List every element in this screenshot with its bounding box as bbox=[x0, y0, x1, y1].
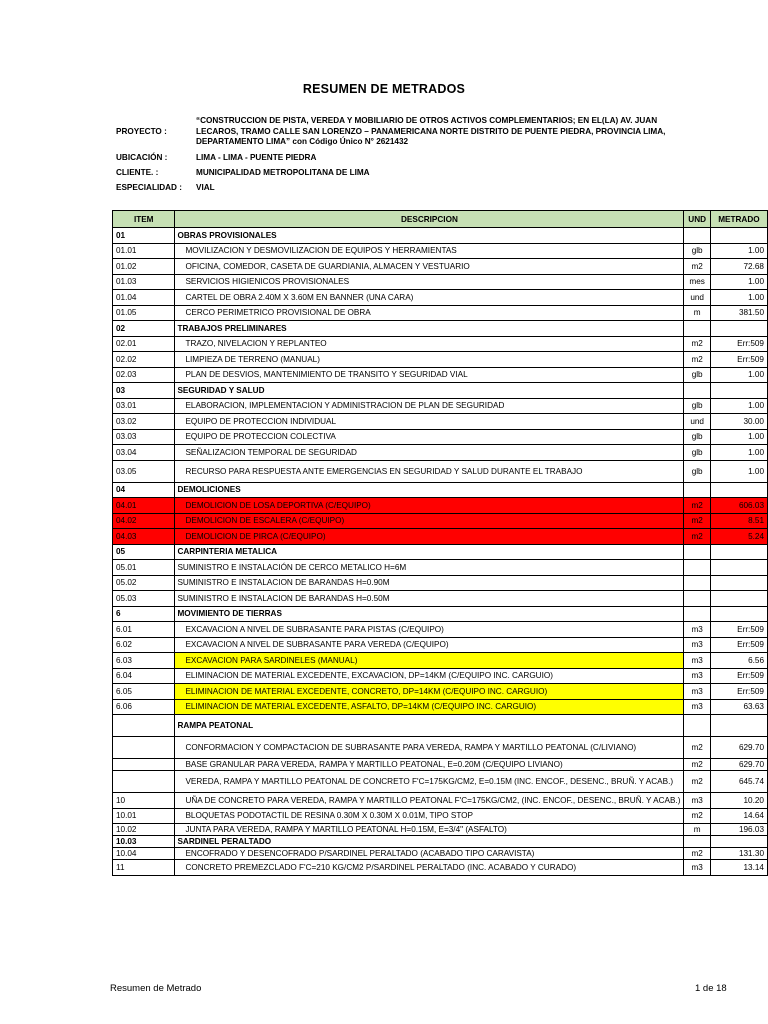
cell-und: m2 bbox=[684, 529, 710, 545]
cell-item: 04 bbox=[113, 482, 175, 498]
cell-metrado: 1.00 bbox=[710, 367, 767, 383]
cell-metrado: Err:509 bbox=[710, 622, 767, 638]
cell-metrado: 1.00 bbox=[710, 429, 767, 445]
cell-und bbox=[684, 715, 710, 737]
cell-descripcion: ELABORACION, IMPLEMENTACION Y ADMINISTRACION DE PLAN DE SEGURIDAD bbox=[175, 398, 684, 414]
table-row bbox=[113, 529, 768, 545]
table-header-row bbox=[113, 211, 768, 228]
cell-descripcion: DEMOLICIONES bbox=[175, 482, 684, 498]
cell-und: m3 bbox=[684, 637, 710, 653]
cell-metrado: 196.03 bbox=[710, 824, 767, 836]
cell-metrado: 645.74 bbox=[710, 771, 767, 793]
cell-metrado: 1.00 bbox=[710, 243, 767, 259]
cell-descripcion: LIMPIEZA DE TERRENO (MANUAL) bbox=[175, 352, 684, 368]
table-row bbox=[113, 290, 768, 306]
cell-metrado: Err:509 bbox=[710, 352, 767, 368]
cell-und bbox=[684, 321, 710, 337]
cell-descripcion: OFICINA, COMEDOR, CASETA DE GUARDIANIA, ALMACEN Y VESTUARIO bbox=[175, 259, 684, 275]
cell-item: 05.03 bbox=[113, 591, 175, 607]
footer-page-number: 1 de 18 bbox=[695, 983, 727, 994]
cell-item: 02.01 bbox=[113, 336, 175, 352]
cell-descripcion: ELIMINACION DE MATERIAL EXCEDENTE, ASFALTO, DP=14KM (C/EQUIPO INC. CARGUIO) bbox=[175, 699, 684, 715]
cell-descripcion: JUNTA PARA VEREDA, RAMPA Y MARTILLO PEATONAL H=0.15M, E=3/4" (ASFALTO) bbox=[175, 824, 684, 836]
cell-item: 03.03 bbox=[113, 429, 175, 445]
table-row bbox=[113, 637, 768, 653]
ubicacion-label: UBICACIÓN : bbox=[116, 153, 168, 162]
table-row bbox=[113, 622, 768, 638]
cell-metrado bbox=[710, 383, 767, 399]
proyecto-label: PROYECTO : bbox=[116, 127, 167, 136]
cell-metrado: 629.70 bbox=[710, 737, 767, 759]
especialidad-value: VIAL bbox=[196, 183, 215, 192]
table-row bbox=[113, 860, 768, 876]
cell-metrado: 14.64 bbox=[710, 808, 767, 824]
cell-metrado: 131.30 bbox=[710, 848, 767, 860]
cell-metrado: 629.70 bbox=[710, 759, 767, 771]
cell-descripcion: PLAN DE DESVIOS, MANTENIMIENTO DE TRANSITO Y SEGURIDAD VIAL bbox=[175, 367, 684, 383]
cell-item: 04.02 bbox=[113, 513, 175, 529]
cell-descripcion: EXCAVACION A NIVEL DE SUBRASANTE PARA VEREDA (C/EQUIPO) bbox=[175, 637, 684, 653]
table-row bbox=[113, 259, 768, 275]
cell-item: 02.03 bbox=[113, 367, 175, 383]
cell-descripcion: EQUIPO DE PROTECCION INDIVIDUAL bbox=[175, 414, 684, 430]
cell-item: 04.03 bbox=[113, 529, 175, 545]
cell-item: 03.01 bbox=[113, 398, 175, 414]
cell-und: m2 bbox=[684, 498, 710, 514]
cell-item: 10.04 bbox=[113, 848, 175, 860]
table-row bbox=[113, 737, 768, 759]
cell-und bbox=[684, 544, 710, 560]
cell-und: m3 bbox=[684, 793, 710, 809]
cell-und: m3 bbox=[684, 653, 710, 669]
cell-und bbox=[684, 560, 710, 576]
cell-descripcion: MOVIMIENTO DE TIERRAS bbox=[175, 606, 684, 622]
cell-item: 05 bbox=[113, 544, 175, 560]
table-row bbox=[113, 429, 768, 445]
ubicacion-value: LIMA - LIMA - PUENTE PIEDRA bbox=[196, 153, 317, 162]
cell-descripcion: UÑA DE CONCRETO PARA VEREDA, RAMPA Y MARTILLO PEATONAL F'C=175KG/CM2, (INC. ENCOF., DESENC., BRUÑ. Y ACAB.) bbox=[175, 793, 684, 809]
table-row bbox=[113, 544, 768, 560]
col-header-item: ITEM bbox=[113, 211, 175, 228]
footer-document-name: Resumen de Metrado bbox=[110, 983, 202, 994]
cell-metrado: 8.51 bbox=[710, 513, 767, 529]
table-row bbox=[113, 793, 768, 809]
cell-metrado bbox=[710, 482, 767, 498]
cell-und: m3 bbox=[684, 860, 710, 876]
cell-descripcion: DEMOLICION DE PIRCA (C/EQUIPO) bbox=[175, 529, 684, 545]
cell-item: 03.04 bbox=[113, 445, 175, 461]
cell-item: 10.01 bbox=[113, 808, 175, 824]
cell-metrado: 72.68 bbox=[710, 259, 767, 275]
cell-metrado: 6.56 bbox=[710, 653, 767, 669]
cell-descripcion: SEGURIDAD Y SALUD bbox=[175, 383, 684, 399]
table-body bbox=[113, 228, 768, 876]
cell-und bbox=[684, 836, 710, 848]
table-row bbox=[113, 668, 768, 684]
cell-metrado bbox=[710, 836, 767, 848]
cell-item: 05.01 bbox=[113, 560, 175, 576]
cell-und bbox=[684, 591, 710, 607]
cell-und: glb bbox=[684, 460, 710, 482]
cell-descripcion: SARDINEL PERALTADO bbox=[175, 836, 684, 848]
cell-und: m2 bbox=[684, 259, 710, 275]
cell-item bbox=[113, 771, 175, 793]
table-row bbox=[113, 591, 768, 607]
cell-descripcion: RAMPA PEATONAL bbox=[175, 715, 684, 737]
cell-descripcion: SUMINISTRO E INSTALACION DE BARANDAS H=0.90M bbox=[175, 575, 684, 591]
cell-metrado: 1.00 bbox=[710, 460, 767, 482]
cell-metrado: 63.63 bbox=[710, 699, 767, 715]
table-row bbox=[113, 836, 768, 848]
cell-item: 10.03 bbox=[113, 836, 175, 848]
cell-und bbox=[684, 575, 710, 591]
cell-item: 6.02 bbox=[113, 637, 175, 653]
cell-und: glb bbox=[684, 398, 710, 414]
cell-und bbox=[684, 383, 710, 399]
cell-descripcion: TRABAJOS PRELIMINARES bbox=[175, 321, 684, 337]
cell-und: m3 bbox=[684, 699, 710, 715]
cell-descripcion: ENCOFRADO Y DESENCOFRADO P/SARDINEL PERALTADO (ACABADO TIPO CARAVISTA) bbox=[175, 848, 684, 860]
cell-descripcion: CONCRETO PREMEZCLADO F'C=210 KG/CM2 P/SARDINEL PERALTADO (INC. ACABADO Y CURADO) bbox=[175, 860, 684, 876]
cell-und: m2 bbox=[684, 352, 710, 368]
cell-item bbox=[113, 759, 175, 771]
cell-und: m2 bbox=[684, 848, 710, 860]
cell-item: 02 bbox=[113, 321, 175, 337]
col-header-und: UND bbox=[684, 211, 710, 228]
cell-item: 01.03 bbox=[113, 274, 175, 290]
cell-und: m3 bbox=[684, 668, 710, 684]
cliente-label: CLIENTE. : bbox=[116, 168, 159, 177]
table-row bbox=[113, 759, 768, 771]
cell-item: 6.04 bbox=[113, 668, 175, 684]
table-row bbox=[113, 274, 768, 290]
cell-item: 01.02 bbox=[113, 259, 175, 275]
proyecto-value: “CONSTRUCCION DE PISTA, VEREDA Y MOBILIARIO DE OTROS ACTIVOS COMPLEMENTARIOS; EN EL(LA) AV. JUAN LECAROS, TRAMO CALLE SAN LORENZO – PANAMERICANA NORTE DISTRITO DE PUENTE PIEDRA, PROVINCIA LIMA, DEPARTAMENTO LIMA” con Código Único N° 2621432 bbox=[196, 116, 666, 146]
cell-item: 01.04 bbox=[113, 290, 175, 306]
table-row bbox=[113, 460, 768, 482]
cell-metrado: 13.14 bbox=[710, 860, 767, 876]
cell-und: glb bbox=[684, 367, 710, 383]
page-title: RESUMEN DE METRADOS bbox=[302, 82, 466, 96]
cell-descripcion: SUMINISTRO E INSTALACIÓN DE CERCO METALICO H=6M bbox=[175, 560, 684, 576]
cell-und: m3 bbox=[684, 684, 710, 700]
table-row bbox=[113, 383, 768, 399]
cell-descripcion: MOVILIZACION Y DESMOVILIZACION DE EQUIPOS Y HERRAMIENTAS bbox=[175, 243, 684, 259]
cell-und bbox=[684, 228, 710, 244]
cell-metrado: 5.24 bbox=[710, 529, 767, 545]
cell-descripcion: EQUIPO DE PROTECCION COLECTIVA bbox=[175, 429, 684, 445]
cell-item: 6 bbox=[113, 606, 175, 622]
cell-descripcion: ELIMINACION DE MATERIAL EXCEDENTE, CONCRETO, DP=14KM (C/EQUIPO INC. CARGUIO) bbox=[175, 684, 684, 700]
cell-und: und bbox=[684, 414, 710, 430]
table-row bbox=[113, 228, 768, 244]
cell-item: 10.02 bbox=[113, 824, 175, 836]
col-header-metrado: METRADO bbox=[710, 211, 767, 228]
table-row bbox=[113, 684, 768, 700]
table-row bbox=[113, 771, 768, 793]
cell-descripcion: SUMINISTRO E INSTALACION DE BARANDAS H=0.50M bbox=[175, 591, 684, 607]
table-row bbox=[113, 653, 768, 669]
cell-und bbox=[684, 482, 710, 498]
table-row bbox=[113, 336, 768, 352]
cell-descripcion: DEMOLICION DE LOSA DEPORTIVA (C/EQUIPO) bbox=[175, 498, 684, 514]
cell-descripcion: CARPINTERIA METALICA bbox=[175, 544, 684, 560]
cell-und: m bbox=[684, 305, 710, 321]
cell-metrado bbox=[710, 715, 767, 737]
cell-metrado: 1.00 bbox=[710, 290, 767, 306]
cell-item: 01.01 bbox=[113, 243, 175, 259]
cell-metrado: 606.03 bbox=[710, 498, 767, 514]
cell-metrado bbox=[710, 591, 767, 607]
cell-metrado: 1.00 bbox=[710, 398, 767, 414]
cell-metrado: Err:509 bbox=[710, 637, 767, 653]
cell-und: glb bbox=[684, 429, 710, 445]
cell-und: mes bbox=[684, 274, 710, 290]
cell-metrado bbox=[710, 560, 767, 576]
cell-und: m2 bbox=[684, 771, 710, 793]
cell-metrado: 381.50 bbox=[710, 305, 767, 321]
cell-item: 03.05 bbox=[113, 460, 175, 482]
cell-und: glb bbox=[684, 445, 710, 461]
cell-metrado bbox=[710, 321, 767, 337]
table-row bbox=[113, 352, 768, 368]
cell-metrado: Err:509 bbox=[710, 668, 767, 684]
cell-item bbox=[113, 715, 175, 737]
cell-metrado bbox=[710, 544, 767, 560]
cell-descripcion: BLOQUETAS PODOTACTIL DE RESINA 0.30M X 0.30M X 0.01M, TIPO STOP bbox=[175, 808, 684, 824]
cell-descripcion: SERVICIOS HIGIENICOS PROVISIONALES bbox=[175, 274, 684, 290]
cell-descripcion: BASE GRANULAR PARA VEREDA, RAMPA Y MARTILLO PEATONAL, E=0.20M (C/EQUIPO LIVIANO) bbox=[175, 759, 684, 771]
col-header-descripcion: DESCRIPCION bbox=[175, 211, 684, 228]
cell-metrado bbox=[710, 606, 767, 622]
cell-und: glb bbox=[684, 243, 710, 259]
table-row bbox=[113, 824, 768, 836]
table-row bbox=[113, 513, 768, 529]
cell-item: 01.05 bbox=[113, 305, 175, 321]
table-row bbox=[113, 398, 768, 414]
cell-metrado: 1.00 bbox=[710, 445, 767, 461]
cell-item: 6.05 bbox=[113, 684, 175, 700]
cell-item: 02.02 bbox=[113, 352, 175, 368]
cell-und: m bbox=[684, 824, 710, 836]
cell-descripcion: SEÑALIZACION TEMPORAL DE SEGURIDAD bbox=[175, 445, 684, 461]
cell-descripcion: VEREDA, RAMPA Y MARTILLO PEATONAL DE CONCRETO F'C=175KG/CM2, E=0.15M (INC. ENCOF., DESENC., BRUÑ. Y ACAB.) bbox=[175, 771, 684, 793]
cell-descripcion: ELIMINACION DE MATERIAL EXCEDENTE, EXCAVACION, DP=14KM (C/EQUIPO INC. CARGUIO) bbox=[175, 668, 684, 684]
cliente-value: MUNICIPALIDAD METROPOLITANA DE LIMA bbox=[196, 168, 370, 177]
cell-descripcion: TRAZO, NIVELACION Y REPLANTEO bbox=[175, 336, 684, 352]
cell-und: m2 bbox=[684, 336, 710, 352]
table-row bbox=[113, 445, 768, 461]
cell-item: 6.06 bbox=[113, 699, 175, 715]
cell-item: 6.01 bbox=[113, 622, 175, 638]
table-row bbox=[113, 305, 768, 321]
cell-descripcion: EXCAVACION PARA SARDINELES (MANUAL) bbox=[175, 653, 684, 669]
cell-metrado: Err:509 bbox=[710, 684, 767, 700]
cell-metrado: 1.00 bbox=[710, 274, 767, 290]
cell-metrado bbox=[710, 228, 767, 244]
table-row bbox=[113, 321, 768, 337]
cell-descripcion: CONFORMACION Y COMPACTACION DE SUBRASANTE PARA VEREDA, RAMPA Y MARTILLO PEATONAL (C/LIVIANO) bbox=[175, 737, 684, 759]
cell-und: m3 bbox=[684, 622, 710, 638]
cell-und: und bbox=[684, 290, 710, 306]
cell-item bbox=[113, 737, 175, 759]
cell-item: 05.02 bbox=[113, 575, 175, 591]
table-row bbox=[113, 367, 768, 383]
cell-descripcion: DEMOLICION DE ESCALERA (C/EQUIPO) bbox=[175, 513, 684, 529]
cell-descripcion: RECURSO PARA RESPUESTA ANTE EMERGENCIAS EN SEGURIDAD Y SALUD DURANTE EL TRABAJO bbox=[175, 460, 684, 482]
cell-metrado: Err:509 bbox=[710, 336, 767, 352]
cell-item: 10 bbox=[113, 793, 175, 809]
cell-descripcion: CERCO PERIMETRICO PROVISIONAL DE OBRA bbox=[175, 305, 684, 321]
cell-item: 01 bbox=[113, 228, 175, 244]
table-row bbox=[113, 482, 768, 498]
metrados-table bbox=[112, 210, 768, 876]
especialidad-label: ESPECIALIDAD : bbox=[116, 183, 182, 192]
table-row bbox=[113, 575, 768, 591]
cell-item: 11 bbox=[113, 860, 175, 876]
cell-und: m2 bbox=[684, 513, 710, 529]
cell-metrado: 10.20 bbox=[710, 793, 767, 809]
table-row bbox=[113, 560, 768, 576]
table-row bbox=[113, 606, 768, 622]
cell-descripcion: OBRAS PROVISIONALES bbox=[175, 228, 684, 244]
table-row bbox=[113, 715, 768, 737]
cell-item: 03.02 bbox=[113, 414, 175, 430]
cell-descripcion: CARTEL DE OBRA 2.40M X 3.60M EN BANNER (UNA CARA) bbox=[175, 290, 684, 306]
table-row bbox=[113, 498, 768, 514]
table-row bbox=[113, 414, 768, 430]
table-row bbox=[113, 243, 768, 259]
cell-item: 6.03 bbox=[113, 653, 175, 669]
cell-und: m2 bbox=[684, 737, 710, 759]
cell-und: m2 bbox=[684, 759, 710, 771]
cell-metrado: 30.00 bbox=[710, 414, 767, 430]
cell-descripcion: EXCAVACION A NIVEL DE SUBRASANTE PARA PISTAS (C/EQUIPO) bbox=[175, 622, 684, 638]
cell-und: m2 bbox=[684, 808, 710, 824]
table-row bbox=[113, 808, 768, 824]
cell-und bbox=[684, 606, 710, 622]
table-row bbox=[113, 848, 768, 860]
cell-metrado bbox=[710, 575, 767, 591]
table-row bbox=[113, 699, 768, 715]
cell-item: 04.01 bbox=[113, 498, 175, 514]
cell-item: 03 bbox=[113, 383, 175, 399]
